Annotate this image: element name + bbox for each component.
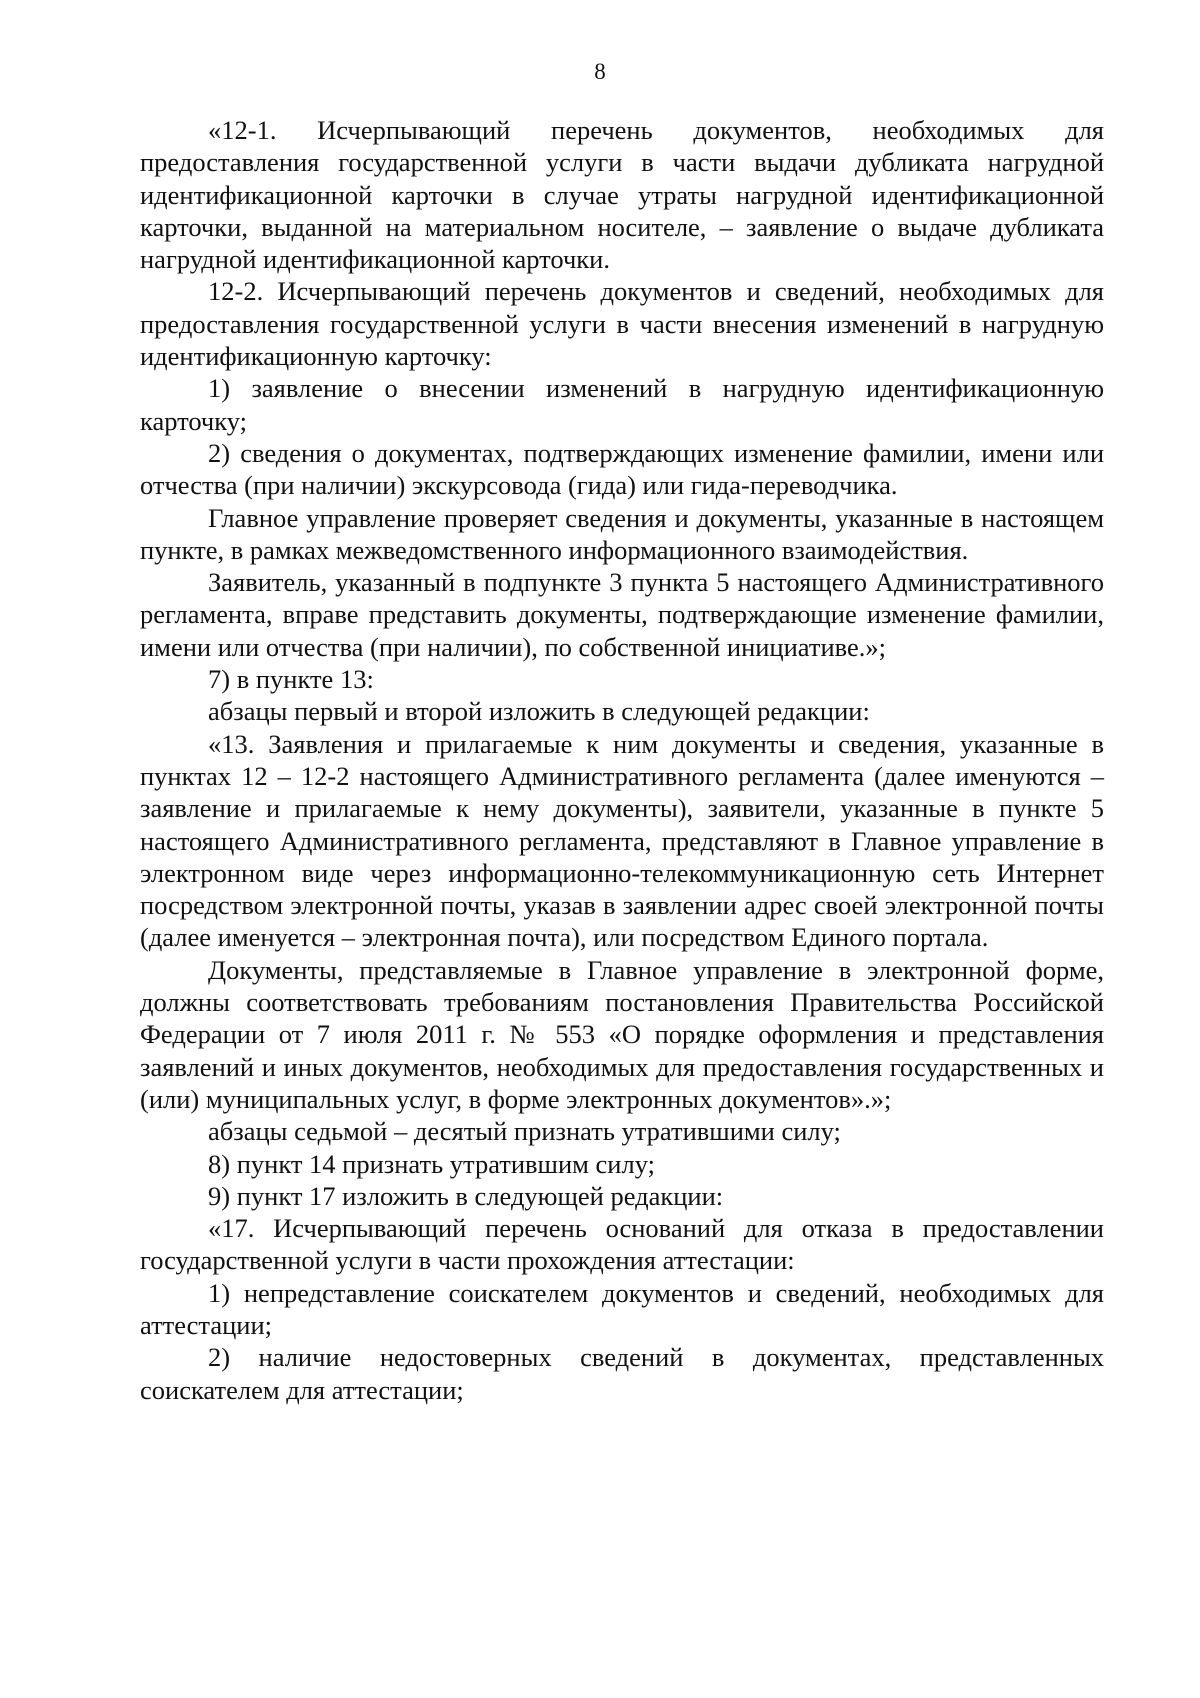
paragraph-repeal-7-10: абзацы седьмой – десятый признать утратившими силу; [208, 1116, 841, 1147]
paragraph-17-item-2: 2) наличие недостоверных сведений в документах, представленных соискателем для аттестации; [140, 1342, 1104, 1405]
paragraph-item-9: 9) пункт 17 изложить в следующей редакции: [208, 1180, 724, 1211]
paragraph-electronic-documents: Документы, представляемые в Главное управление в электронной форме, должны соответствовать требованиям постановления Правительства Российской Федерации от 7 июля 2011 г. № 553 «О порядке оформления и представления заявлений и иных документов, необходимых для предоставления государственных и (или) муниципальных услуг, в форме электронных документов».»; [140, 954, 1104, 1114]
document-body [140, 114, 1104, 1406]
page-number: 8 [594, 59, 606, 84]
paragraph-item-8: 8) пункт 14 признать утратившим силу; [208, 1148, 655, 1179]
paragraph-item-7-instruction: абзацы первый и второй изложить в следующей редакции: [208, 696, 870, 727]
paragraph-12-2: 12-2. Исчерпывающий перечень документов и сведений, необходимых для предоставления государственной услуги в части внесения изменений в нагрудную идентификационную карточку: [140, 276, 1104, 372]
paragraph-12-2-item-1: 1) заявление о внесении изменений в нагрудную идентификационную карточку; [140, 373, 1104, 436]
paragraph-applicant-initiative: Заявитель, указанный в подпункте 3 пункта 5 настоящего Административного регламента, вправе представить документы, подтверждающие изменение фамилии, имени или отчества (при наличии), по собственной инициативе.»; [140, 567, 1104, 662]
paragraph-17-item-1: 1) непредставление соискателем документов и сведений, необходимых для аттестации; [140, 1277, 1104, 1340]
paragraph-verification: Главное управление проверяет сведения и документы, указанные в настоящем пункте, в рамках межведомственного информационного взаимодействия. [140, 502, 1104, 565]
paragraph-12-1: «12-1. Исчерпывающий перечень документов, необходимых для предоставления государственной услуги в части выдачи дубликата нагрудной идентификационной карточки в случае утраты нагрудной идентификационной карточки, выданной на материальном носителе, – заявление о выдаче дубликата нагрудной идентификационной карточки. [140, 115, 1104, 275]
paragraph-item-7: 7) в пункте 13: [208, 664, 374, 695]
paragraph-13: «13. Заявления и прилагаемые к ним документы и сведения, указанные в пунктах 12 – 12-2 настоящего Административного регламента (далее именуются – заявление и прилагаемые к нему документы), заявители, указанные в пункте 5 настоящего Административного регламента, представляют в Главное управление в электронном виде через информационно-телекоммуникационную сеть Интернет посредством электронной почты, указав в заявлении адрес своей электронной почты (далее именуется – электронная почта), или посредством Единого портала. [140, 728, 1104, 953]
paragraph-17: «17. Исчерпывающий перечень оснований для отказа в предоставлении государственной услуги в части прохождения аттестации: [140, 1213, 1104, 1276]
paragraph-12-2-item-2: 2) сведения о документах, подтверждающих изменение фамилии, имени или отчества (при наличии) экскурсовода (гида) или гида-переводчика. [140, 437, 1104, 501]
